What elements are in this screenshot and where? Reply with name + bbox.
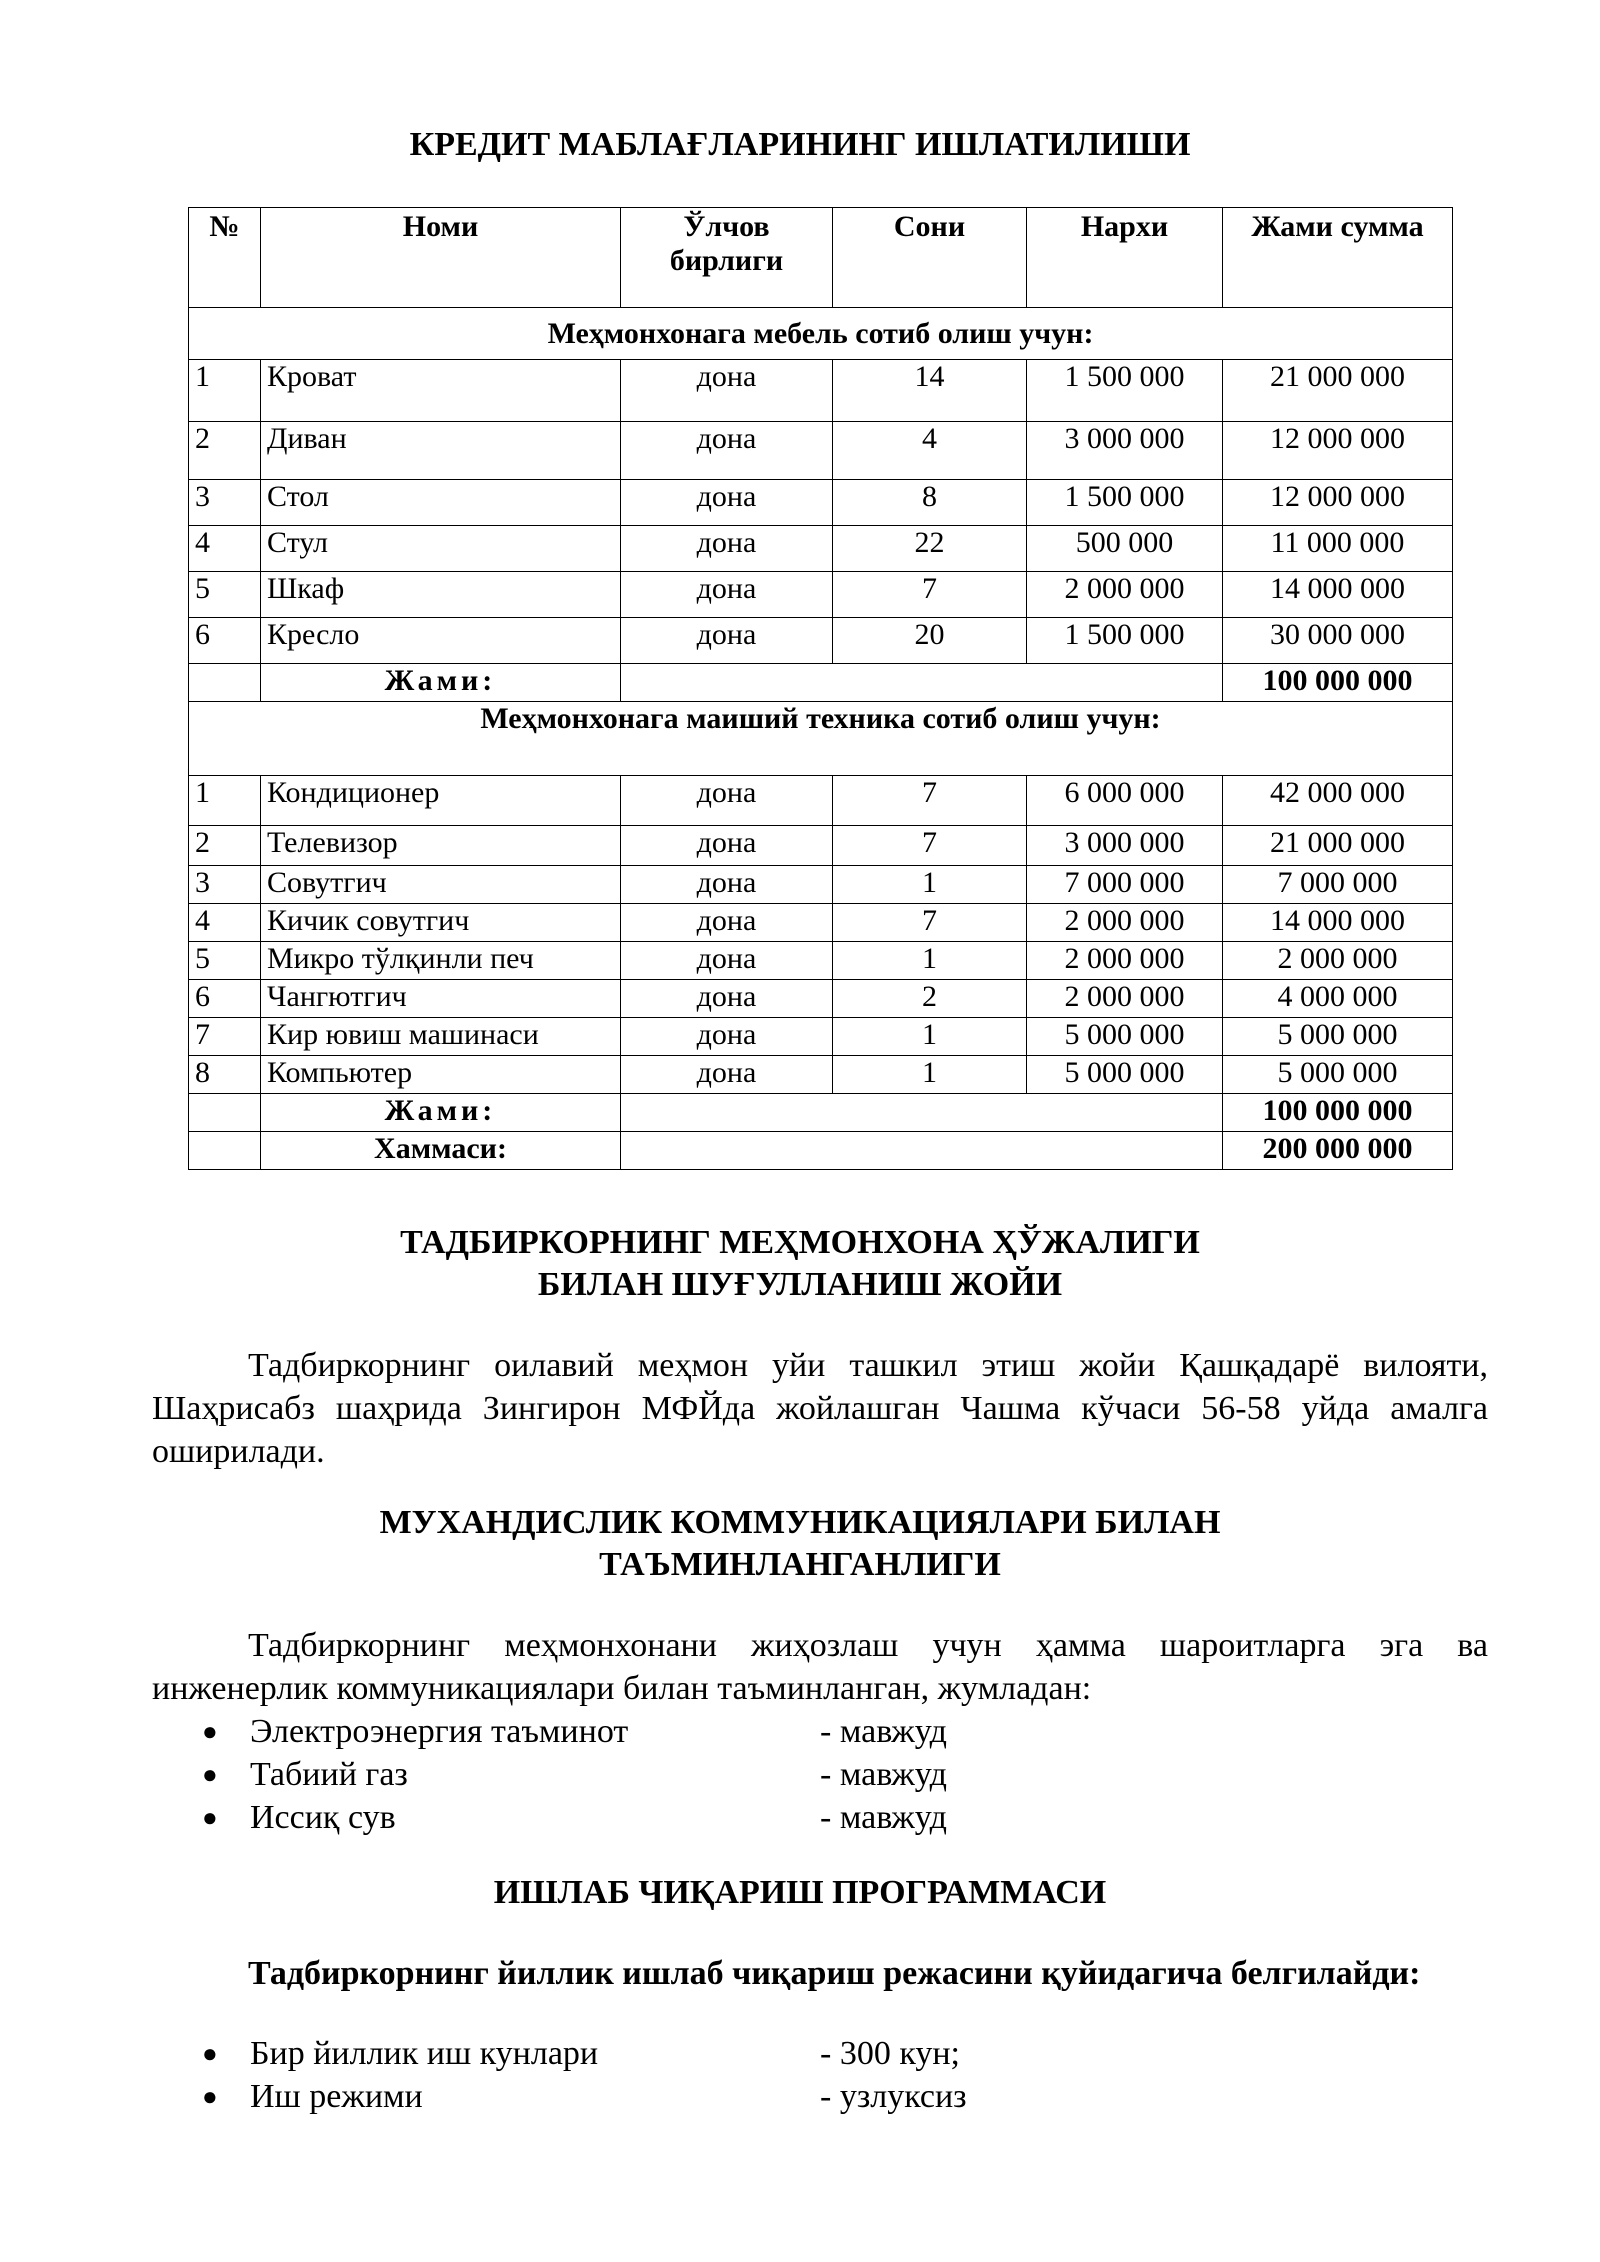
header-sum: Жами сумма bbox=[1223, 208, 1453, 308]
cell-price: 3 000 000 bbox=[1027, 826, 1223, 866]
table-row bbox=[189, 360, 1453, 422]
bullet-icon: ● bbox=[202, 2039, 218, 2068]
list-item-label: Электроэнергия таъминот bbox=[250, 1713, 629, 1750]
table-row bbox=[189, 980, 1453, 1018]
production-text: Тадбиркорнинг йиллик ишлаб чиқариш режасини қуйидагича белгилайди: bbox=[248, 1955, 1421, 1992]
table-row bbox=[189, 904, 1453, 942]
list-item-value: - мавжуд bbox=[820, 1799, 947, 1836]
table-row bbox=[189, 1056, 1453, 1094]
location-heading-line1: ТАДБИРКОРНИНГ МЕҲМОНХОНА ҲЎЖАЛИГИ bbox=[400, 1224, 1200, 1261]
cell-unit: дона bbox=[621, 526, 833, 572]
cell-no: 6 bbox=[189, 980, 261, 1018]
cell-unit: дона bbox=[621, 480, 833, 526]
list-item-value: - мавжуд bbox=[820, 1756, 947, 1793]
cell-sum: 5 000 000 bbox=[1223, 1056, 1453, 1094]
grand-total-empty bbox=[189, 1132, 261, 1170]
cell-sum: 11 000 000 bbox=[1223, 526, 1453, 572]
cell-no: 1 bbox=[189, 776, 261, 826]
list-item-label: Иш режими bbox=[250, 2078, 423, 2115]
list-item-value: - узлуксиз bbox=[820, 2078, 967, 2115]
cell-price: 2 000 000 bbox=[1027, 572, 1223, 618]
grand-total-value: 200 000 000 bbox=[1223, 1132, 1453, 1170]
bullet-icon: ● bbox=[202, 1760, 218, 1789]
cell-sum: 14 000 000 bbox=[1223, 572, 1453, 618]
cell-qty: 20 bbox=[833, 618, 1027, 664]
location-text: Тадбиркорнинг оилавий меҳмон уйи ташкил этиш жойи Қашқадарё вилояти, Шаҳрисабз шаҳрида Зингирон МФЙда жойлашган Чашма кўчаси 56-58 уйда амалга оширилади. bbox=[152, 1347, 1488, 1470]
cell-no: 7 bbox=[189, 1018, 261, 1056]
list-item-label: Табиий газ bbox=[250, 1756, 408, 1793]
cell-unit: дона bbox=[621, 942, 833, 980]
table-header-row bbox=[189, 208, 1453, 308]
engineering-heading-line2: ТАЪМИНЛАНГАНЛИГИ bbox=[599, 1546, 1001, 1583]
cell-name: Микро тўлқинли печ bbox=[261, 942, 621, 980]
subtotal-empty bbox=[189, 664, 261, 702]
cell-unit: дона bbox=[621, 1056, 833, 1094]
cell-sum: 12 000 000 bbox=[1223, 422, 1453, 480]
cell-unit: дона bbox=[621, 572, 833, 618]
engineering-text: Тадбиркорнинг меҳмонхонани жиҳозлаш учун ҳамма шароитларга эга ва инженерлик коммуникациялари билан таъминланган, жумладан: bbox=[152, 1627, 1488, 1707]
cell-price: 1 500 000 bbox=[1027, 480, 1223, 526]
subtotal-row-furniture bbox=[189, 664, 1453, 702]
table-row bbox=[189, 618, 1453, 664]
header-qty: Сони bbox=[833, 208, 1027, 308]
cell-qty: 1 bbox=[833, 1018, 1027, 1056]
bullet-icon: ● bbox=[202, 2082, 218, 2111]
cell-qty: 14 bbox=[833, 360, 1027, 422]
cell-sum: 2 000 000 bbox=[1223, 942, 1453, 980]
cell-name: Диван bbox=[261, 422, 621, 480]
cell-price: 2 000 000 bbox=[1027, 980, 1223, 1018]
cell-unit: дона bbox=[621, 866, 833, 904]
cell-name: Кроват bbox=[261, 360, 621, 422]
cell-qty: 8 bbox=[833, 480, 1027, 526]
cell-unit: дона bbox=[621, 826, 833, 866]
list-item bbox=[152, 1710, 1488, 1753]
subtotal-value: 100 000 000 bbox=[1223, 1094, 1453, 1132]
header-price: Нархи bbox=[1027, 208, 1223, 308]
credit-table bbox=[188, 207, 1453, 1170]
production-heading: ИШЛАБ ЧИҚАРИШ ПРОГРАММАСИ bbox=[493, 1874, 1107, 1911]
cell-no: 2 bbox=[189, 422, 261, 480]
cell-name: Кичик совутгич bbox=[261, 904, 621, 942]
subtotal-value: 100 000 000 bbox=[1223, 664, 1453, 702]
cell-no: 5 bbox=[189, 572, 261, 618]
list-item-label: Бир йиллик иш кунлари bbox=[250, 2035, 599, 2072]
table-row bbox=[189, 480, 1453, 526]
cell-qty: 1 bbox=[833, 1056, 1027, 1094]
cell-unit: дона bbox=[621, 1018, 833, 1056]
cell-sum: 7 000 000 bbox=[1223, 866, 1453, 904]
cell-no: 4 bbox=[189, 526, 261, 572]
section-row-furniture bbox=[189, 308, 1453, 360]
cell-name: Телевизор bbox=[261, 826, 621, 866]
cell-unit: дона bbox=[621, 618, 833, 664]
cell-price: 2 000 000 bbox=[1027, 942, 1223, 980]
cell-sum: 5 000 000 bbox=[1223, 1018, 1453, 1056]
cell-sum: 4 000 000 bbox=[1223, 980, 1453, 1018]
cell-name: Компьютер bbox=[261, 1056, 621, 1094]
subtotal-label: Жами: bbox=[261, 664, 621, 702]
cell-qty: 7 bbox=[833, 826, 1027, 866]
cell-name: Чангютгич bbox=[261, 980, 621, 1018]
table-row bbox=[189, 422, 1453, 480]
cell-name: Кресло bbox=[261, 618, 621, 664]
section-row-appliances bbox=[189, 702, 1453, 776]
table-row bbox=[189, 776, 1453, 826]
table-row bbox=[189, 526, 1453, 572]
location-heading-line2: БИЛАН ШУҒУЛЛАНИШ ЖОЙИ bbox=[537, 1266, 1063, 1303]
table-row bbox=[189, 1018, 1453, 1056]
bullet-icon: ● bbox=[202, 1717, 218, 1746]
list-item-value: - мавжуд bbox=[820, 1713, 947, 1750]
cell-price: 3 000 000 bbox=[1027, 422, 1223, 480]
cell-price: 5 000 000 bbox=[1027, 1056, 1223, 1094]
table-row bbox=[189, 942, 1453, 980]
engineering-heading-line1: МУХАНДИСЛИК КОММУНИКАЦИЯЛАРИ БИЛАН bbox=[379, 1504, 1221, 1541]
subtotal-row-appliances bbox=[189, 1094, 1453, 1132]
production-list bbox=[152, 2032, 1488, 2118]
list-item-value: - 300 кун; bbox=[820, 2035, 961, 2072]
cell-name: Кондиционер bbox=[261, 776, 621, 826]
cell-unit: дона bbox=[621, 904, 833, 942]
engineering-list bbox=[152, 1710, 1488, 1839]
list-item bbox=[152, 1753, 1488, 1796]
cell-name: Стол bbox=[261, 480, 621, 526]
cell-unit: дона bbox=[621, 360, 833, 422]
cell-sum: 21 000 000 bbox=[1223, 360, 1453, 422]
cell-sum: 42 000 000 bbox=[1223, 776, 1453, 826]
cell-price: 1 500 000 bbox=[1027, 360, 1223, 422]
cell-qty: 7 bbox=[833, 776, 1027, 826]
cell-unit: дона bbox=[621, 776, 833, 826]
grand-total-label: Хаммаси: bbox=[261, 1132, 621, 1170]
cell-no: 8 bbox=[189, 1056, 261, 1094]
cell-sum: 21 000 000 bbox=[1223, 826, 1453, 866]
cell-no: 3 bbox=[189, 866, 261, 904]
cell-qty: 22 bbox=[833, 526, 1027, 572]
location-paragraph bbox=[152, 1344, 1488, 1473]
cell-no: 3 bbox=[189, 480, 261, 526]
subtotal-empty-span bbox=[621, 664, 1223, 702]
cell-sum: 30 000 000 bbox=[1223, 618, 1453, 664]
section2-rows bbox=[189, 776, 1453, 1094]
subtotal-label: Жами: bbox=[261, 1094, 621, 1132]
header-name: Номи bbox=[261, 208, 621, 308]
list-item bbox=[152, 2075, 1488, 2118]
subtotal-empty bbox=[189, 1094, 261, 1132]
header-unit: Ўлчов бирлиги bbox=[621, 208, 833, 308]
cell-no: 5 bbox=[189, 942, 261, 980]
table-row bbox=[189, 572, 1453, 618]
page-title: КРЕДИТ МАБЛАҒЛАРИНИНГ ИШЛАТИЛИШИ bbox=[409, 126, 1191, 163]
cell-price: 1 500 000 bbox=[1027, 618, 1223, 664]
cell-qty: 4 bbox=[833, 422, 1027, 480]
cell-name: Кир ювиш машинаси bbox=[261, 1018, 621, 1056]
list-item bbox=[152, 2032, 1488, 2075]
cell-name: Совутгич bbox=[261, 866, 621, 904]
cell-sum: 14 000 000 bbox=[1223, 904, 1453, 942]
engineering-paragraph bbox=[152, 1624, 1488, 1710]
cell-no: 2 bbox=[189, 826, 261, 866]
cell-name: Стул bbox=[261, 526, 621, 572]
cell-no: 6 bbox=[189, 618, 261, 664]
cell-qty: 7 bbox=[833, 904, 1027, 942]
grand-total-row bbox=[189, 1132, 1453, 1170]
bullet-icon: ● bbox=[202, 1803, 218, 1832]
cell-price: 7 000 000 bbox=[1027, 866, 1223, 904]
list-item-label: Иссиқ сув bbox=[250, 1799, 396, 1836]
cell-price: 2 000 000 bbox=[1027, 904, 1223, 942]
header-no: № bbox=[189, 208, 261, 308]
cell-unit: дона bbox=[621, 980, 833, 1018]
table-row bbox=[189, 866, 1453, 904]
cell-no: 1 bbox=[189, 360, 261, 422]
cell-unit: дона bbox=[621, 422, 833, 480]
table-row bbox=[189, 826, 1453, 866]
section-title: Меҳмонхонага мебель сотиб олиш учун: bbox=[189, 308, 1453, 360]
cell-sum: 12 000 000 bbox=[1223, 480, 1453, 526]
grand-total-empty-span bbox=[621, 1132, 1223, 1170]
subtotal-empty-span bbox=[621, 1094, 1223, 1132]
cell-price: 500 000 bbox=[1027, 526, 1223, 572]
cell-qty: 2 bbox=[833, 980, 1027, 1018]
section-title: Меҳмонхонага маиший техника сотиб олиш учун: bbox=[189, 702, 1453, 776]
production-paragraph bbox=[152, 1952, 1488, 1995]
cell-price: 5 000 000 bbox=[1027, 1018, 1223, 1056]
cell-name: Шкаф bbox=[261, 572, 621, 618]
cell-qty: 1 bbox=[833, 942, 1027, 980]
list-item bbox=[152, 1796, 1488, 1839]
section1-rows bbox=[189, 360, 1453, 664]
cell-qty: 7 bbox=[833, 572, 1027, 618]
cell-qty: 1 bbox=[833, 866, 1027, 904]
cell-no: 4 bbox=[189, 904, 261, 942]
cell-price: 6 000 000 bbox=[1027, 776, 1223, 826]
